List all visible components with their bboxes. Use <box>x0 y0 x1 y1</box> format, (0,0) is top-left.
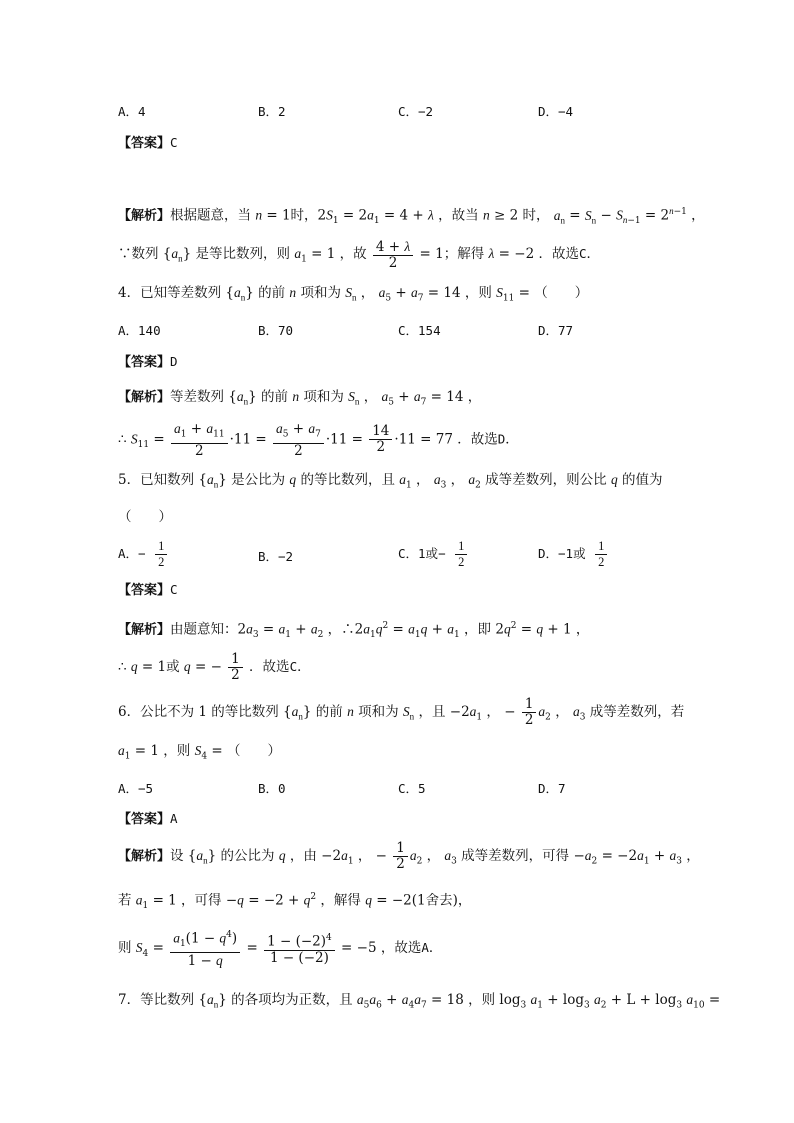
q3-answer: 【答案】C <box>118 135 178 151</box>
q6-explanation-line-2: 若 $a_1 = 1$ ，可得 $-q = -2 + q^2$ ，解得 q = −2(1舍去)， <box>118 892 472 912</box>
q3-options <box>118 102 718 122</box>
q5-explanation-line-2: ∴ q = 1或 q = − $\frac{1}{2}$ ．故选C． <box>118 651 311 683</box>
q4-option-a: A．140 <box>118 323 161 338</box>
q5-option-d: D．−1或 $\frac{1}{2}$ <box>538 539 609 570</box>
q5-explanation-line-1: 【解析】由题意知：$2a_3 = a_1 + a_2$ ，$\therefore 2a_1q^2 = a_1q + a_1$ ，即 $2q^2 = q + 1$ ， <box>118 621 590 641</box>
q6-answer: 【答案】A <box>118 811 178 827</box>
q4-option-c: C．154 <box>398 323 441 338</box>
q4-answer: 【答案】D <box>118 354 178 370</box>
q5-option-b: B．−2 <box>258 549 294 564</box>
q3-option-b: B．2 <box>258 104 286 119</box>
q6-option-d: D．7 <box>538 781 566 796</box>
q4-explanation-line-2: ∴ $S_{11}$ = $\frac{a_1 + a_{11}}{2}$ ·11 = $\frac{a_5 + a_7}{2}$ ·11 = $\frac{14}{2}$ ·11 = 77 ．故选D． <box>118 421 519 459</box>
q3-explanation-line-2: ∵数列 $\{a_n\}$ 是等比数列，则 $a_1 = 1$ ，故 $\frac{4 + \lambda}{2}$ = 1；解得 λ = −2 ．故选C． <box>118 238 600 271</box>
q3-explanation-line-1: 【解析】根据题意，当 n = 1时，$2S_1 = 2a_1 = 4 + \lambda$ ，故当 n ≥ 2 时， $a_n = S_n - S_{n-1} = 2^{n-1}$ ， <box>118 206 705 227</box>
q4-explanation-line-1: 【解析】等差数列 $\{a_n\}$ 的前 n 项和为 $S_n$ ， $a_5 + a_7 = 14$ ， <box>118 389 482 408</box>
q6-option-a: A．−5 <box>118 781 154 796</box>
q6-options <box>118 779 718 799</box>
q5-answer: 【答案】C <box>118 582 178 598</box>
q6-explanation-line-1: 【解析】设 $\{a_n\}$ 的公比为 q ，由 $-2a_1$ ， − $\frac{1}{2}$ $a_2$ ， $a_3$ 成等差数列，可得 $-a_2 = -2a_1 + a_3$ ， <box>118 840 700 872</box>
q3-option-d: D．−4 <box>538 104 574 119</box>
q3-option-c: C．−2 <box>398 104 434 119</box>
q6-explanation-line-3: 则 $S_4$ = $\frac{a_1(1 - q^4)}{1 - q}$ = $\frac{1 - (-2)^4}{1 - (-2)}$ = −5 ，故选A． <box>118 930 443 970</box>
q7-stem: 7．等比数列 $\{a_n\}$ 的各项均为正数，且 $a_5a_6 + a_4a_7 = 18$ ，则 $\log_3 a_1 + \log_3 a_2 + L + \log_3 a_{10}$ = <box>118 992 721 1011</box>
q4-option-d: D．77 <box>538 323 574 338</box>
q6-option-c: C．5 <box>398 781 426 796</box>
q5-stem-line-2: （ ） <box>118 509 172 525</box>
q5-options <box>118 539 718 573</box>
q6-option-b: B．0 <box>258 781 286 796</box>
q6-stem-line-1: 6．公比不为 1 的等比数列 $\{a_n\}$ 的前 n 项和为 $S_n$ ，且 $-2a_1$ ， − $\frac{1}{2}$ $a_2$ ， $a_3$ 成等差数列，若 <box>118 696 685 728</box>
q4-options <box>118 321 718 341</box>
q4-stem: 4．已知等差数列 $\{a_n\}$ 的前 n 项和为 $S_n$ ， $a_5 + a_7 = 14$ ，则 $S_{11}$ = （ ） <box>118 285 589 304</box>
q6-stem-line-2: $a_1 = 1$ ，则 $S_4$ = （ ） <box>118 743 281 762</box>
q5-option-c: C．1或− $\frac{1}{2}$ <box>398 539 469 570</box>
q3-option-a: A．4 <box>118 104 146 119</box>
q4-option-b: B．70 <box>258 323 294 338</box>
q5-option-a: A．− $\frac{1}{2}$ <box>118 539 169 570</box>
q5-stem-line-1: 5．已知数列 $\{a_n\}$ 是公比为 q 的等比数列，且 $a_1$ ， $a_3$ ， $a_2$ 成等差数列，则公比 q 的值为 <box>118 472 663 491</box>
